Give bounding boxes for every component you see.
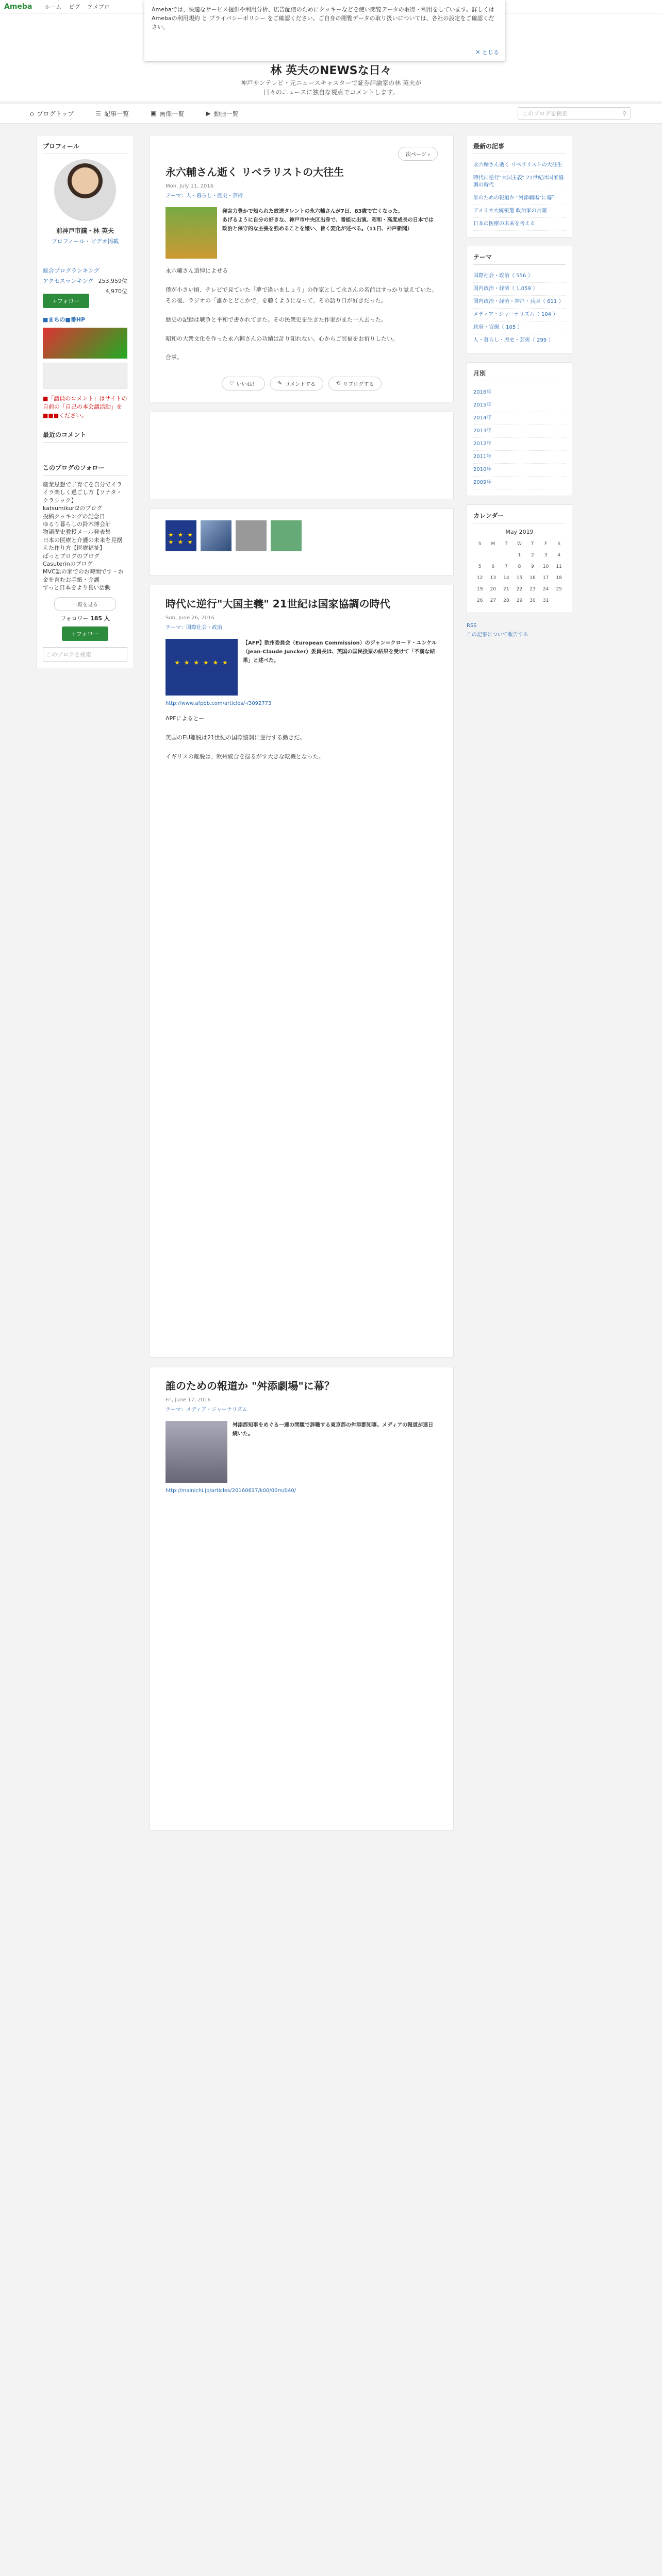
followed-blog-item[interactable]: ぱっとブログのブログ <box>43 552 100 560</box>
article-paragraph: 歴史の記録は戦争と平和で書かれてきた。その民衆史を生きた作家がまた一人去った。 <box>166 316 387 323</box>
thumb-1[interactable] <box>166 520 196 551</box>
theme-box <box>467 246 572 354</box>
article-paragraph: APFによるとー <box>166 715 205 722</box>
calendar-weekday: S <box>478 541 482 547</box>
cookie-close-button[interactable]: ✕ とじる <box>475 48 499 56</box>
calendar-day: 25 <box>556 587 562 592</box>
theme-item[interactable]: 国内政治・経済・神戸・兵庫（ 611 ） <box>473 296 566 309</box>
archive-item[interactable]: 2015年 <box>473 399 566 412</box>
search-icon: ⚲ <box>622 110 626 117</box>
list-icon: ☰ <box>95 110 102 117</box>
calendar-day: 6 <box>491 564 495 569</box>
calendar-day <box>500 550 513 561</box>
calendar-day: 1 <box>518 553 521 558</box>
reblog-button[interactable]: ⟲ リブログする <box>328 377 382 391</box>
article-lead-2: 【AFP】欧州委員会（European Commission）のジャン＝クロード・ユンケル（Jean-Claude Juncker）委員長は、英国の国民投票の結果を受けて「不満な結果」と述べた。 <box>243 640 437 664</box>
image-icon: ▣ <box>151 110 157 117</box>
calendar-month: May 2019 <box>505 529 534 535</box>
ad-text: ■「議員のコメント」はサイトの自前の「自己の本会議活動」を■■■ください。 <box>43 395 127 419</box>
theme-heading: テーマ <box>473 252 566 265</box>
article-paragraph: 英国のEU離脱は21世紀の国際協調に逆行する動きだ。 <box>166 734 305 741</box>
calendar-day <box>473 550 487 561</box>
article-paragraph: 永六輔さん追悼によせる <box>166 267 228 274</box>
calendar-day: 29 <box>516 598 523 603</box>
latest-article-item[interactable]: 日本の医療の未来を考える <box>473 218 566 231</box>
calendar-day: 24 <box>542 587 549 592</box>
article-card-3 <box>150 1367 454 1831</box>
calendar-day: 23 <box>529 587 536 592</box>
right-sidebar <box>467 135 572 640</box>
calendar-day: 12 <box>477 575 483 581</box>
like-button[interactable]: ♡ いいね！ <box>222 377 265 391</box>
follow-button[interactable]: +フォロー <box>43 294 89 308</box>
article-title-2[interactable]: 時代に逆行"大国主義" 21世紀は国家協調の時代 <box>166 598 390 611</box>
recent-comments-heading: 最近のコメント <box>43 430 127 443</box>
followed-blog-item[interactable]: MVC語の家でのお時間です・お金を育むお手紙・介護 <box>43 568 124 583</box>
followed-blog-item[interactable]: 産業思想で子育てを自分でイライラ楽しく過ごし方【ソナタ・クラシック】 <box>43 481 122 504</box>
article-paragraph: 僕が小さい頃、テレビで見ていた「夢で逢いましょう」の作家として永さんの名前はすっかり覚えていた。その後、ラジオの「誰かとどこかで」を聴くようになって、その語り口が好きだった。 <box>166 286 438 304</box>
latest-article-item[interactable]: アメリカ大統領選 政治家の言葉 <box>473 205 566 218</box>
calendar-day: 20 <box>490 587 496 592</box>
next-page-button[interactable]: 次ページ › <box>398 147 438 161</box>
followed-blog-item[interactable]: Casuterinのブログ <box>43 561 93 567</box>
followers-label: フォロワー <box>60 615 89 622</box>
calendar-day: 30 <box>529 598 536 603</box>
calendar-day: 4 <box>557 553 561 558</box>
article-paragraph: 合掌。 <box>166 354 183 361</box>
archive-item[interactable]: 2014年 <box>473 412 566 425</box>
thumb-2[interactable] <box>201 520 231 551</box>
global-nav <box>0 103 662 124</box>
article-date-2: Sun, June 26, 2016 <box>166 615 214 621</box>
nav-pigg[interactable]: ピグ <box>69 3 80 10</box>
eu-flag-image[interactable] <box>166 639 238 696</box>
thumb-3[interactable] <box>236 520 267 551</box>
rss-link[interactable]: RSS <box>467 623 477 629</box>
calendar-day: 27 <box>490 598 496 603</box>
article-card-2 <box>150 585 454 1358</box>
ad-heading[interactable]: ■まちの■番HP <box>43 316 86 323</box>
theme-item[interactable]: 国内政治・経済（ 1,059 ） <box>473 283 566 296</box>
blog-title[interactable]: 林 英夫のNEWSな日々 <box>270 64 392 77</box>
left-sidebar <box>36 135 134 668</box>
follow-button-2[interactable]: +フォロー <box>62 626 108 641</box>
article-link-2[interactable]: http://www.afpbb.com/articles/-/3092773 <box>166 701 272 707</box>
nav-blog-top[interactable]: ⌂ ブログトップ <box>30 110 74 117</box>
article-title-3[interactable]: 誰のための報道か "舛添劇場"に幕？ <box>166 1380 335 1393</box>
followed-blog-list <box>43 481 127 591</box>
article-lead-3: 舛添都知事をめぐる一連の問題で辞職する東京都の舛添都知事。メディアの報道が連日続いた。 <box>233 1422 434 1437</box>
thumb-4[interactable] <box>271 520 302 551</box>
article-theme-3[interactable]: テーマ：メディア・ジャーナリズム <box>166 1407 247 1413</box>
theme-item[interactable]: メディア・ジャーナリズム（ 104 ） <box>473 309 566 321</box>
article-paragraph: 昭和の大衆文化を作った永六輔さんの功績は計り知れない。心からご冥福をお祈りしたい。 <box>166 335 398 342</box>
profile-link[interactable]: プロフィール・ビデオ掲載 <box>51 238 119 245</box>
followed-blog-item[interactable]: ゆるり暮らしの鈴木博会計 <box>43 521 111 528</box>
calendar-day: 18 <box>556 575 562 581</box>
article-lead: 発言力豊かで知られた放送タレントの永六輔さんが7日、83歳で亡くなった。 あげるように自分の好きな、神戸市中央区出身で、番組に出演。昭和・高度成長の日本では政治と保守的な主張を強めることを嫌い、旨く変化が述べる。（11日、神戸新聞） <box>222 209 434 232</box>
report-link[interactable]: この記事について報告する <box>467 632 528 638</box>
followers-count: 185 人 <box>90 615 110 622</box>
image-list-card <box>150 509 454 575</box>
calendar-day: 9 <box>531 564 534 569</box>
calendar-heading: カレンダー <box>473 511 566 523</box>
main-column <box>150 135 454 1840</box>
nav-ameblo[interactable]: アメブロ <box>87 3 110 10</box>
calendar-day: 7 <box>505 564 508 569</box>
sidebar-search-input[interactable]: このブログを検索 <box>43 647 127 662</box>
theme-item[interactable]: 人・暮らし・歴史・芸術（ 299 ） <box>473 334 566 347</box>
nav-video-list[interactable]: ▶ 動画一覧 <box>206 110 239 117</box>
heart-icon: ♡ <box>229 381 234 387</box>
reblog-icon: ⟲ <box>336 381 341 387</box>
calendar-day: 17 <box>542 575 549 581</box>
calendar-weekday: T <box>505 541 508 547</box>
archive-heading: 月別 <box>473 369 566 381</box>
calendar-day: 11 <box>556 564 562 569</box>
calendar-day: 10 <box>542 564 549 569</box>
calendar-day: 26 <box>477 598 483 603</box>
latest-article-item[interactable]: 時代に逆行"大国主義" 21世紀は国家協調の時代 <box>473 172 566 192</box>
followed-blog-item[interactable]: ずっと日本をより良い活動 <box>43 584 111 591</box>
avatar[interactable] <box>54 159 116 221</box>
article-theme-2[interactable]: テーマ：国際社会・政治 <box>166 625 222 631</box>
calendar-day: 21 <box>503 587 509 592</box>
article-link-3[interactable]: http://mainichi.jp/articles/20160617/k00/00m/040/ <box>166 1488 296 1494</box>
latest-article-item[interactable]: 誰のための報道か "舛添劇場"に幕？ <box>473 192 566 205</box>
cookie-notice <box>144 0 505 61</box>
latest-articles-box <box>467 135 572 238</box>
header-search-input[interactable]: このブログを検索 ⚲ <box>518 107 631 120</box>
article-body <box>166 266 438 363</box>
calendar-day: 2 <box>531 553 534 558</box>
calendar-day: 22 <box>516 587 523 592</box>
followed-blog-item[interactable]: 投稿クッキングの記念日 <box>43 513 105 520</box>
nav-image-list[interactable]: ▣ 画像一覧 <box>151 110 185 117</box>
calendar-weekday: T <box>531 541 534 547</box>
calendar-day <box>552 595 566 606</box>
archive-item[interactable]: 2011年 <box>473 451 566 464</box>
calendar-weekday: F <box>544 541 548 547</box>
same-theme-card <box>150 412 454 499</box>
archive-item[interactable]: 2010年 <box>473 464 566 477</box>
article-date: Mon, July 11, 2016 <box>166 183 214 189</box>
blog-description: 神戸サンテレビ・元ニュースキャスターで証券評論家の林 英夫が 日々のニュースに独自な視点でコメントします。 <box>240 79 422 96</box>
calendar-day: 14 <box>503 575 509 581</box>
calendar-box <box>467 504 572 613</box>
article-body-2 <box>166 714 438 762</box>
calendar-weekday: W <box>517 541 522 547</box>
archive-box <box>467 362 572 496</box>
blog-follow-heading: このブログのフォロー <box>43 463 127 476</box>
calendar-day: 8 <box>518 564 521 569</box>
followed-blog-item[interactable]: 日本の医療と介護の未来を見据えた作り方【医療福祉】 <box>43 536 122 552</box>
archive-item[interactable]: 2013年 <box>473 425 566 438</box>
more-button[interactable]: 一覧を見る <box>54 597 116 611</box>
comment-button[interactable]: ✎ コメントする <box>270 377 323 391</box>
banner-image[interactable] <box>43 328 127 359</box>
banner-image-2[interactable] <box>43 363 127 388</box>
profile-heading: プロフィール <box>43 142 127 154</box>
article-date-3: Fri, June 17, 2016 <box>166 1397 211 1403</box>
calendar-day: 31 <box>542 598 549 603</box>
article-theme[interactable]: テーマ：人・暮らし・歴史・芸術 <box>166 193 243 199</box>
article-card <box>150 135 454 402</box>
home-icon: ⌂ <box>30 110 34 117</box>
rank-access-link[interactable]: アクセスランキング <box>43 277 94 284</box>
comment-icon: ✎ <box>277 381 283 387</box>
nav-home[interactable]: ホーム <box>44 3 62 10</box>
calendar-day: 28 <box>503 598 509 603</box>
latest-article-item[interactable]: 永六輔さん逝く リベラリストの大往生 <box>473 159 566 172</box>
rank-total-value: 253,959位 <box>98 277 127 284</box>
theme-item[interactable]: 政府・官僚（ 105 ） <box>473 321 566 334</box>
calendar-day: 19 <box>477 587 483 592</box>
followed-blog-item[interactable]: katsumikuri2のブログ <box>43 505 103 512</box>
article-image-3[interactable] <box>166 1421 227 1483</box>
profile-name[interactable]: 前神戸市議・林 英夫 <box>56 227 114 234</box>
rank-access-value: 4,970位 <box>105 287 127 295</box>
calendar-weekday: S <box>557 541 561 547</box>
article-title[interactable]: 永六輔さん逝く リベラリストの大往生 <box>166 166 344 178</box>
calendar-day: 5 <box>478 564 482 569</box>
article-image[interactable] <box>166 207 217 259</box>
followed-blog-item[interactable]: 物語歴史教授メール発表集 <box>43 529 111 536</box>
archive-item[interactable]: 2016年 <box>473 386 566 399</box>
calendar-day: 16 <box>529 575 536 581</box>
video-icon: ▶ <box>206 110 211 117</box>
archive-item[interactable]: 2012年 <box>473 438 566 451</box>
rank-total-link[interactable]: 総合ブログランキング <box>43 267 100 274</box>
calendar-day: 13 <box>490 575 496 581</box>
nav-article-list[interactable]: ☰ 記事一覧 <box>95 110 129 117</box>
calendar-table <box>473 538 566 606</box>
theme-item[interactable]: 国際社会・政治（ 556 ） <box>473 270 566 283</box>
calendar-day: 15 <box>516 575 523 581</box>
calendar-day: 3 <box>544 553 548 558</box>
calendar-day <box>487 550 500 561</box>
article-paragraph: イギリスの離脱は、欧州統合を揺るがす大きな転機となった。 <box>166 753 324 760</box>
cookie-notice-text: Amebaでは、快適なサービス提供や利用分析、広告配信のためにクッキーなどを使い閲覧データの取得・利用をしています。詳しくは Amebaの利用規約 と プライバシーポリシー をご確認ください。ご自身の閲覧データの取り扱いについては、各社の設定をご確認ください。 <box>152 6 494 31</box>
latest-heading: 最新の記事 <box>473 142 566 154</box>
archive-item[interactable]: 2009年 <box>473 477 566 489</box>
calendar-weekday: M <box>491 541 495 547</box>
ameba-logo[interactable]: Ameba <box>4 2 32 11</box>
